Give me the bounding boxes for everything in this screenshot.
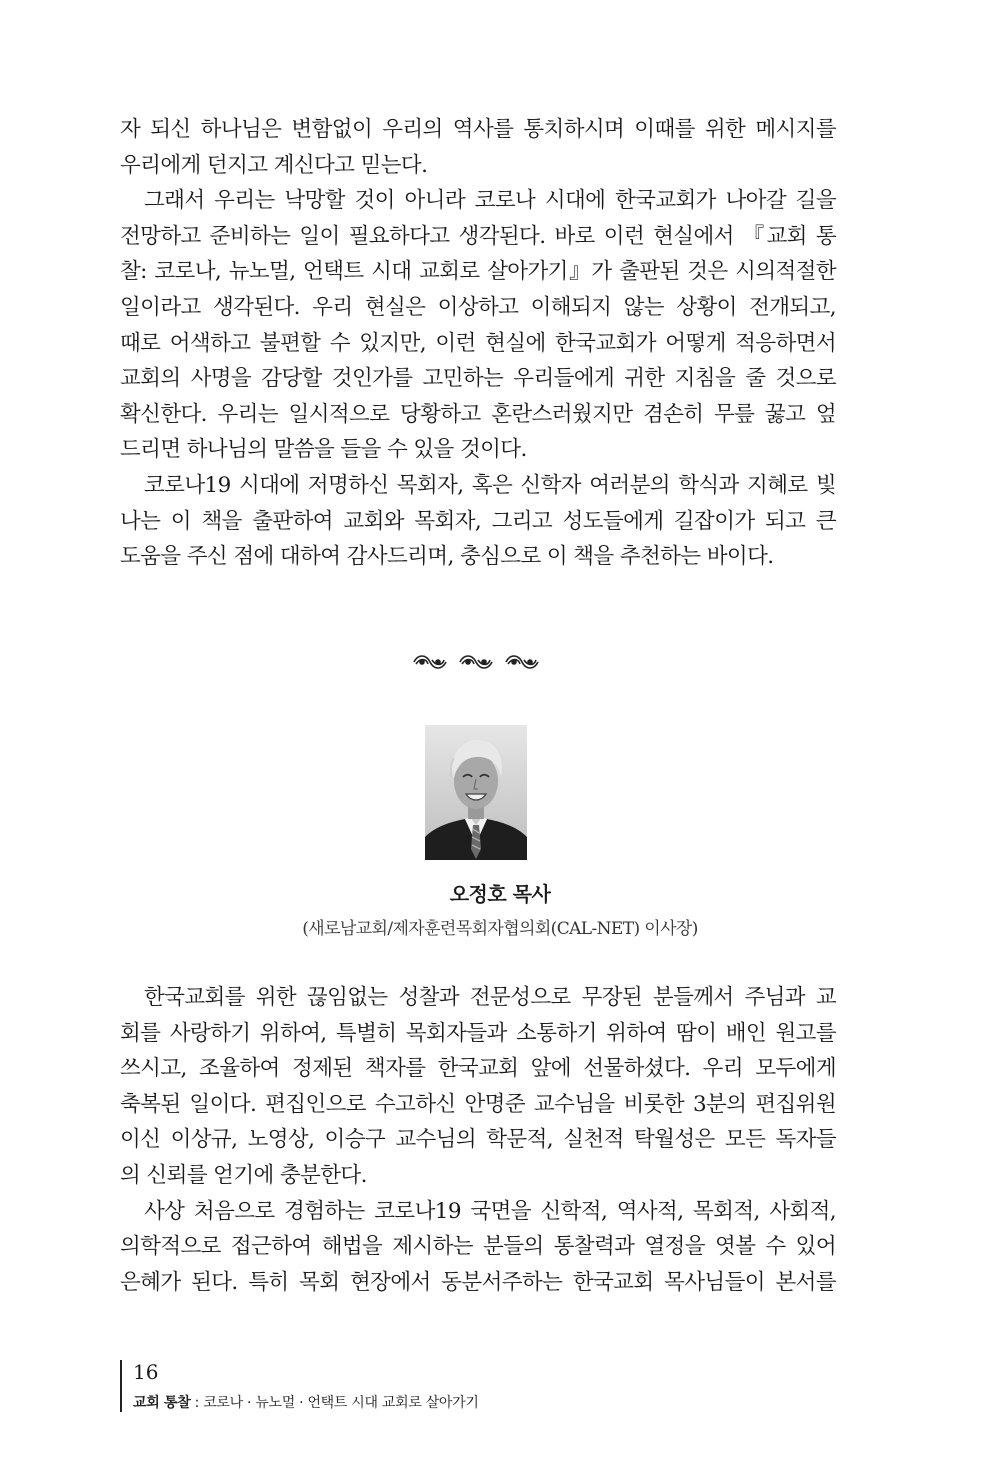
ornament-divider-icon — [410, 652, 550, 670]
author-affiliation: (새로남교회/제자훈련목회자협의회(CAL-NET) 이사장) — [302, 919, 698, 939]
text-line: 은혜가 된다. 특히 목회 현장에서 동분서주하는 한국교회 목사님들이 본서를 — [120, 1269, 836, 1295]
page-number: 16 — [133, 1360, 159, 1384]
text-line: 찰: 코로나, 뉴노멀, 언택트 시대 교회로 살아가기』가 출판된 것은 시의적절한 — [120, 259, 836, 285]
text-line: 도움을 주신 점에 대하여 감사드리며, 충심으로 이 책을 추천하는 바이다. — [120, 544, 774, 570]
author-portrait — [425, 725, 527, 860]
text-line: 한국교회를 위한 끊임없는 성찰과 전문성으로 무장된 분들께서 주님과 교 — [144, 985, 836, 1010]
text-line: 나는 이 책을 출판하여 교회와 목회자, 그리고 성도들에게 길잡이가 되고 큰 — [120, 508, 836, 534]
text-line: 의학적으로 접근하여 해법을 제시하는 분들의 통찰력과 열정을 엿볼 수 있어 — [120, 1234, 836, 1260]
text-line: 확신한다. 우리는 일시적으로 당황하고 혼란스러웠지만 겸손히 무릎 꿇고 엎 — [120, 401, 836, 427]
text-line: 자 되신 하나님은 변함없이 우리의 역사를 통치하시며 이때를 위한 메시지를 — [120, 117, 836, 142]
text-line: 때로 어색하고 불편할 수 있지만, 이런 현실에 한국교회가 어떻게 적응하면서 — [120, 330, 836, 356]
body-text-bottom — [120, 980, 836, 1300]
text-line: 쓰시고, 조율하여 정제된 책자를 한국교회 앞에 선물하셨다. 우리 모두에게 — [120, 1056, 836, 1082]
text-line: 일이라고 생각된다. 우리 현실은 이상하고 이해되지 않는 상황이 전개되고, — [120, 294, 836, 320]
text-line: 사상 처음으로 경험하는 코로나19 국면을 신학적, 역사적, 목회적, 사회적, — [144, 1198, 836, 1224]
text-line: 축복된 일이다. 편집인으로 수고하신 안명준 교수님을 비롯한 3분의 편집위원 — [120, 1091, 836, 1117]
text-line: 코로나19 시대에 저명하신 목회자, 혹은 신학자 여러분의 학식과 지혜로 빛 — [144, 472, 836, 498]
running-title-rest: : 코로나 · 뉴노멀 · 언택트 시대 교회로 살아가기 — [190, 1395, 479, 1411]
text-line: 드리면 하나님의 말씀을 들을 수 있을 것이다. — [120, 437, 527, 463]
running-title-bold: 교회 통찰 — [133, 1395, 191, 1411]
author-name: 오정호 목사 — [449, 882, 551, 906]
text-line: 의 신뢰를 얻기에 충분한다. — [120, 1162, 367, 1188]
text-line: 회를 사랑하기 위하여, 특별히 목회자들과 소통하기 위하여 땀이 배인 원고를 — [120, 1020, 836, 1046]
text-line: 전망하고 준비하는 일이 필요하다고 생각된다. 바로 이런 현실에서 『교회 통 — [120, 223, 836, 249]
text-line: 이신 이상규, 노영상, 이승구 교수님의 학문적, 실천적 탁월성은 모든 독자들 — [120, 1127, 836, 1153]
text-line: 그래서 우리는 낙망할 것이 아니라 코로나 시대에 한국교회가 나아갈 길을 — [144, 188, 836, 214]
body-text-top — [120, 112, 836, 575]
footer-rule — [120, 1360, 122, 1412]
text-line: 우리에게 던지고 계신다고 믿는다. — [120, 152, 428, 178]
running-title — [133, 1392, 479, 1412]
text-line: 교회의 사명을 감당할 것인가를 고민하는 우리들에게 귀한 지침을 줄 것으로 — [120, 366, 836, 392]
